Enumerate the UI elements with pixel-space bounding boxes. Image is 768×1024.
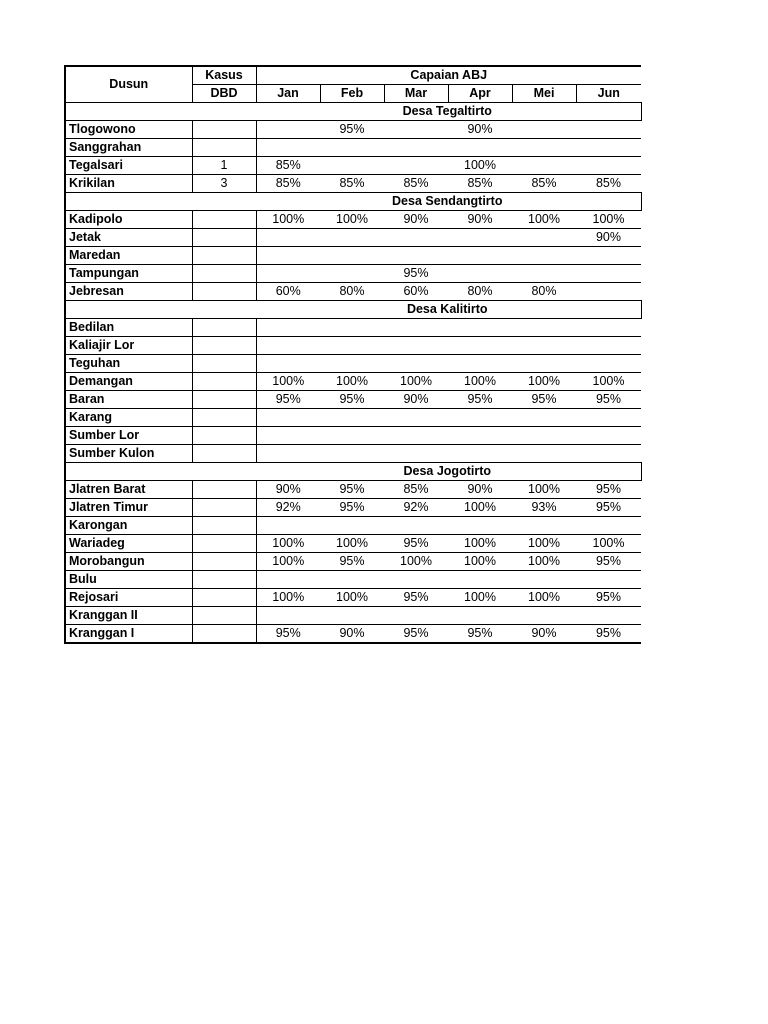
abj-value-cell: 92%: [384, 499, 448, 517]
dusun-cell: Bulu: [65, 571, 192, 589]
dusun-cell: Kranggan II: [65, 607, 192, 625]
header-capaian: Capaian ABJ: [256, 66, 641, 85]
abj-value-cell: 90%: [384, 211, 448, 229]
abj-value-cell: [512, 157, 576, 175]
abj-value-cell: [576, 355, 641, 373]
abj-value-cell: 90%: [384, 391, 448, 409]
abj-value-cell: 95%: [320, 499, 384, 517]
table-row: [65, 445, 641, 463]
abj-value-cell: 90%: [256, 481, 320, 499]
abj-value-cell: 95%: [384, 535, 448, 553]
abj-value-cell: [256, 427, 320, 445]
header-month-feb: Feb: [320, 85, 384, 103]
abj-value-cell: [576, 337, 641, 355]
abj-value-cell: [576, 409, 641, 427]
abj-value-cell: [512, 427, 576, 445]
abj-value-cell: 95%: [320, 121, 384, 139]
abj-value-cell: [320, 517, 384, 535]
abj-value-cell: [320, 571, 384, 589]
dusun-cell: Jlatren Barat: [65, 481, 192, 499]
abj-value-cell: 100%: [448, 373, 512, 391]
dusun-cell: Kadipolo: [65, 211, 192, 229]
dusun-cell: Maredan: [65, 247, 192, 265]
abj-value-cell: 100%: [576, 373, 641, 391]
kasus-cell: [192, 121, 256, 139]
abj-value-cell: 95%: [320, 553, 384, 571]
dusun-cell: Demangan: [65, 373, 192, 391]
header-month-mei: Mei: [512, 85, 576, 103]
abj-value-cell: 100%: [448, 499, 512, 517]
abj-value-cell: 100%: [512, 211, 576, 229]
dusun-cell: Jebresan: [65, 283, 192, 301]
abj-value-cell: 100%: [448, 553, 512, 571]
abj-value-cell: 100%: [512, 553, 576, 571]
dusun-cell: Tegalsari: [65, 157, 192, 175]
abj-value-cell: 95%: [576, 391, 641, 409]
abj-value-cell: 85%: [448, 175, 512, 193]
village-header-row: [65, 463, 641, 481]
table-row: [65, 283, 641, 301]
abj-value-cell: [448, 247, 512, 265]
abj-value-cell: 93%: [512, 499, 576, 517]
abj-value-cell: [320, 355, 384, 373]
abj-value-cell: 95%: [448, 391, 512, 409]
abj-value-cell: [320, 247, 384, 265]
abj-value-cell: 90%: [448, 481, 512, 499]
kasus-cell: [192, 535, 256, 553]
kasus-cell: [192, 373, 256, 391]
abj-value-cell: [256, 337, 320, 355]
header-month-jun: Jun: [576, 85, 641, 103]
abj-value-cell: [320, 319, 384, 337]
abj-value-cell: [384, 571, 448, 589]
kasus-cell: [192, 625, 256, 644]
dusun-cell: Rejosari: [65, 589, 192, 607]
abj-value-cell: [320, 265, 384, 283]
abj-value-cell: [384, 337, 448, 355]
dusun-cell: Wariadeg: [65, 535, 192, 553]
abj-value-cell: [512, 337, 576, 355]
kasus-cell: 3: [192, 175, 256, 193]
abj-value-cell: 100%: [320, 373, 384, 391]
abj-value-cell: 95%: [576, 481, 641, 499]
dusun-cell: Jlatren Timur: [65, 499, 192, 517]
abj-value-cell: 100%: [448, 157, 512, 175]
abj-value-cell: [256, 247, 320, 265]
abj-value-cell: [448, 139, 512, 157]
abj-value-cell: [512, 607, 576, 625]
abj-value-cell: [512, 355, 576, 373]
header-month-mar: Mar: [384, 85, 448, 103]
abj-value-cell: [512, 517, 576, 535]
abj-value-cell: 80%: [320, 283, 384, 301]
abj-value-cell: [256, 265, 320, 283]
dusun-cell: Sumber Kulon: [65, 445, 192, 463]
abj-value-cell: [512, 571, 576, 589]
dusun-cell: Krikilan: [65, 175, 192, 193]
table-row: [65, 571, 641, 589]
abj-value-cell: [512, 265, 576, 283]
abj-value-cell: 90%: [320, 625, 384, 644]
abj-value-cell: [256, 571, 320, 589]
table-body: [65, 103, 641, 644]
header-dusun: Dusun: [65, 66, 192, 103]
abj-value-cell: [512, 121, 576, 139]
abj-value-cell: 100%: [512, 535, 576, 553]
abj-value-cell: 100%: [256, 373, 320, 391]
kasus-cell: [192, 445, 256, 463]
village-header-row: [65, 301, 641, 319]
abj-value-cell: 100%: [256, 535, 320, 553]
abj-value-cell: [384, 607, 448, 625]
abj-value-cell: [512, 229, 576, 247]
table-row: [65, 535, 641, 553]
kasus-cell: [192, 589, 256, 607]
table-row: [65, 499, 641, 517]
table-row: [65, 139, 641, 157]
abj-value-cell: [320, 157, 384, 175]
kasus-cell: [192, 481, 256, 499]
abj-value-cell: [448, 265, 512, 283]
abj-value-cell: 95%: [576, 589, 641, 607]
abj-value-cell: 90%: [448, 211, 512, 229]
abj-value-cell: 100%: [576, 211, 641, 229]
village-name: Desa Kalitirto: [65, 301, 641, 319]
header-kasus-line2: DBD: [192, 85, 256, 103]
abj-value-cell: [384, 229, 448, 247]
dusun-cell: Bedilan: [65, 319, 192, 337]
dusun-cell: Karang: [65, 409, 192, 427]
abj-value-cell: 90%: [512, 625, 576, 644]
kasus-cell: [192, 499, 256, 517]
table-row: [65, 553, 641, 571]
abj-value-cell: 85%: [384, 175, 448, 193]
abj-value-cell: [576, 427, 641, 445]
table-row: [65, 625, 641, 644]
dusun-cell: Tampungan: [65, 265, 192, 283]
abj-value-cell: [384, 517, 448, 535]
abj-value-cell: 100%: [256, 553, 320, 571]
kasus-cell: [192, 283, 256, 301]
abj-value-cell: 100%: [256, 211, 320, 229]
table-row: [65, 121, 641, 139]
table-row: [65, 427, 641, 445]
abj-value-cell: [512, 409, 576, 427]
abj-value-cell: 100%: [512, 481, 576, 499]
abj-table: [64, 65, 642, 644]
abj-value-cell: 95%: [320, 481, 384, 499]
abj-value-cell: [320, 139, 384, 157]
abj-value-cell: 95%: [320, 391, 384, 409]
abj-value-cell: [384, 157, 448, 175]
table-row: [65, 373, 641, 391]
abj-value-cell: 80%: [512, 283, 576, 301]
abj-value-cell: [384, 427, 448, 445]
abj-value-cell: [384, 319, 448, 337]
abj-value-cell: [512, 319, 576, 337]
abj-value-cell: 100%: [320, 211, 384, 229]
abj-value-cell: 100%: [512, 373, 576, 391]
abj-value-cell: [256, 445, 320, 463]
abj-value-cell: [448, 445, 512, 463]
abj-value-cell: [384, 139, 448, 157]
village-name: Desa Sendangtirto: [65, 193, 641, 211]
abj-value-cell: 92%: [256, 499, 320, 517]
abj-value-cell: 85%: [320, 175, 384, 193]
abj-value-cell: 100%: [384, 373, 448, 391]
abj-value-cell: [320, 445, 384, 463]
abj-value-cell: [320, 409, 384, 427]
abj-value-cell: 85%: [576, 175, 641, 193]
abj-value-cell: [576, 283, 641, 301]
abj-value-cell: [576, 247, 641, 265]
table-row: [65, 481, 641, 499]
abj-value-cell: [576, 517, 641, 535]
abj-value-cell: 100%: [320, 589, 384, 607]
abj-value-cell: 95%: [448, 625, 512, 644]
abj-value-cell: 100%: [576, 535, 641, 553]
abj-value-cell: [576, 607, 641, 625]
abj-value-cell: [576, 157, 641, 175]
abj-value-cell: [448, 571, 512, 589]
dusun-cell: Kranggan I: [65, 625, 192, 644]
abj-value-cell: [448, 229, 512, 247]
dusun-cell: Baran: [65, 391, 192, 409]
kasus-cell: [192, 355, 256, 373]
abj-value-cell: 85%: [256, 157, 320, 175]
kasus-cell: [192, 229, 256, 247]
abj-value-cell: 100%: [512, 589, 576, 607]
kasus-cell: [192, 247, 256, 265]
abj-value-cell: 85%: [384, 481, 448, 499]
abj-value-cell: 95%: [576, 499, 641, 517]
kasus-cell: [192, 553, 256, 571]
abj-value-cell: [256, 319, 320, 337]
table-row: [65, 229, 641, 247]
abj-value-cell: [256, 355, 320, 373]
abj-value-cell: [512, 247, 576, 265]
abj-value-cell: [448, 319, 512, 337]
abj-value-cell: [384, 409, 448, 427]
abj-value-cell: 95%: [384, 265, 448, 283]
abj-value-cell: 95%: [512, 391, 576, 409]
abj-value-cell: [384, 355, 448, 373]
kasus-cell: [192, 517, 256, 535]
table-row: [65, 319, 641, 337]
abj-value-cell: [576, 571, 641, 589]
dusun-cell: Karongan: [65, 517, 192, 535]
abj-value-cell: [256, 229, 320, 247]
abj-value-cell: 100%: [448, 589, 512, 607]
abj-value-cell: [576, 265, 641, 283]
abj-value-cell: [448, 337, 512, 355]
table-row: [65, 607, 641, 625]
kasus-cell: [192, 139, 256, 157]
kasus-cell: [192, 571, 256, 589]
abj-value-cell: [512, 139, 576, 157]
table-row: [65, 211, 641, 229]
abj-value-cell: 100%: [256, 589, 320, 607]
kasus-cell: [192, 265, 256, 283]
dusun-cell: Teguhan: [65, 355, 192, 373]
abj-value-cell: [320, 337, 384, 355]
abj-value-cell: [256, 607, 320, 625]
abj-value-cell: 95%: [384, 589, 448, 607]
abj-value-cell: [256, 517, 320, 535]
abj-value-cell: [576, 121, 641, 139]
table-row: [65, 355, 641, 373]
table-row: [65, 517, 641, 535]
abj-value-cell: [256, 139, 320, 157]
abj-value-cell: [448, 427, 512, 445]
abj-value-cell: 85%: [256, 175, 320, 193]
table-row: [65, 589, 641, 607]
abj-value-cell: 80%: [448, 283, 512, 301]
abj-value-cell: [512, 445, 576, 463]
abj-value-cell: [256, 121, 320, 139]
abj-value-cell: [448, 409, 512, 427]
abj-value-cell: 100%: [320, 535, 384, 553]
abj-value-cell: [384, 121, 448, 139]
table-row: [65, 247, 641, 265]
abj-value-cell: [448, 607, 512, 625]
header-month-jan: Jan: [256, 85, 320, 103]
village-header-row: [65, 193, 641, 211]
abj-value-cell: [320, 229, 384, 247]
table-row: [65, 337, 641, 355]
abj-value-cell: 100%: [448, 535, 512, 553]
abj-value-cell: [256, 409, 320, 427]
table-row: [65, 157, 641, 175]
abj-value-cell: [320, 427, 384, 445]
dusun-cell: Morobangun: [65, 553, 192, 571]
abj-value-cell: 100%: [384, 553, 448, 571]
kasus-cell: [192, 409, 256, 427]
kasus-cell: [192, 319, 256, 337]
abj-value-cell: [384, 445, 448, 463]
abj-value-cell: 60%: [384, 283, 448, 301]
kasus-cell: [192, 427, 256, 445]
abj-value-cell: 95%: [256, 391, 320, 409]
abj-value-cell: [320, 607, 384, 625]
table-row: [65, 265, 641, 283]
abj-value-cell: 90%: [576, 229, 641, 247]
table-row: [65, 175, 641, 193]
abj-value-cell: [576, 139, 641, 157]
table-row: [65, 409, 641, 427]
abj-value-cell: 85%: [512, 175, 576, 193]
abj-value-cell: 95%: [576, 553, 641, 571]
kasus-cell: [192, 391, 256, 409]
kasus-cell: [192, 337, 256, 355]
abj-value-cell: 95%: [576, 625, 641, 644]
kasus-cell: [192, 607, 256, 625]
abj-value-cell: 95%: [256, 625, 320, 644]
kasus-cell: [192, 211, 256, 229]
village-name: Desa Tegaltirto: [65, 103, 641, 121]
dusun-cell: Tlogowono: [65, 121, 192, 139]
dusun-cell: Sumber Lor: [65, 427, 192, 445]
abj-value-cell: [384, 247, 448, 265]
abj-value-cell: [448, 355, 512, 373]
dusun-cell: Sanggrahan: [65, 139, 192, 157]
abj-value-cell: 90%: [448, 121, 512, 139]
dusun-cell: Jetak: [65, 229, 192, 247]
village-name: Desa Jogotirto: [65, 463, 641, 481]
table-row: [65, 391, 641, 409]
header-kasus-line1: Kasus: [192, 66, 256, 85]
village-header-row: [65, 103, 641, 121]
header-month-apr: Apr: [448, 85, 512, 103]
kasus-cell: 1: [192, 157, 256, 175]
dusun-cell: Kaliajir Lor: [65, 337, 192, 355]
abj-value-cell: 60%: [256, 283, 320, 301]
abj-value-cell: [448, 517, 512, 535]
abj-value-cell: [576, 445, 641, 463]
abj-value-cell: [576, 319, 641, 337]
abj-value-cell: 95%: [384, 625, 448, 644]
